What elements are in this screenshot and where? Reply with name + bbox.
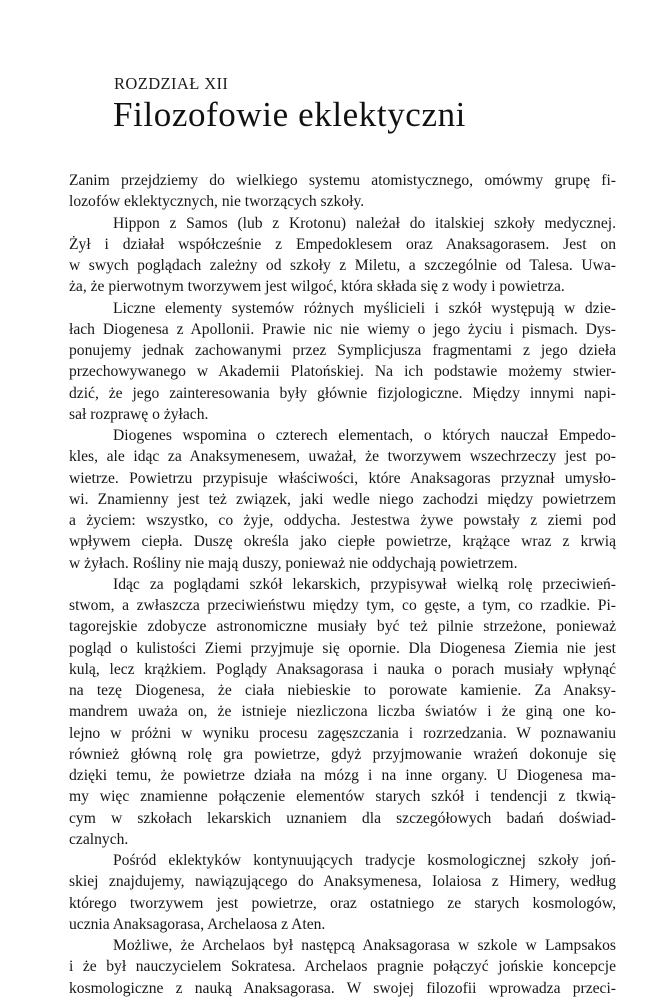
text-line: Idąc za poglądami szkół lekarskich, przypisywał wielką rolę przeciwień-	[113, 575, 616, 593]
text-line: Liczne elementy systemów różnych myślicieli i szkół występują w dzie-	[113, 299, 616, 317]
text-line: wpływem ciepła. Duszę określa jako ciepłe powietrze, krążące wraz z krwią	[69, 533, 616, 551]
text-line: przechowywanego w Akademii Platońskiej. Na ich podstawie możemy stwier-	[69, 363, 616, 381]
text-line: tagorejskie zdobycze astronomiczne musiały być też pilnie strzeżone, ponieważ	[69, 618, 616, 636]
text-line: dzięki temu, że powietrze działa na mózg i na inne organy. U Diogenesa ma-	[69, 767, 616, 784]
text-line: a życiem: wszystko, co żyje, oddycha. Jestestwa żywe powstały z ziemi pod	[69, 512, 616, 529]
text-line: na tezę Diogenesa, że ciała niebieskie to porowate kamienie. Za Anaksy-	[69, 682, 616, 699]
chapter-label: ROZDZIAŁ XII	[114, 74, 229, 93]
text-line: ucznia Anaksagorasa, Archelaosa z Aten.	[69, 915, 326, 933]
text-line: dzić, że jego zainteresowania były głównie fizjologiczne. Między innymi napi-	[69, 384, 616, 402]
text-line: lozofów eklektycznych, nie tworzących szkoły.	[69, 193, 365, 211]
text-line: w swych poglądach zależny od szkoły z Miletu, a szczególnie od Talesa. Uwa-	[69, 257, 616, 274]
text-line: ża, że pierwotnym tworzywem jest wilgoć, która składa się z wody i powietrza.	[69, 278, 565, 296]
text-line: kosmologiczne z nauką Anaksagorasa. W swojej filozofii wprowadza przeci-	[69, 979, 616, 997]
text-line: skiej znajdujemy, nawiązującego do Anaksymenesa, Iolaiosa z Himery, według	[69, 873, 616, 891]
text-line: stwom, a zwłaszcza przeciwieństwu między tym, co gęste, a tym, co rzadkie. Pi-	[69, 597, 616, 614]
text-line: wi. Znamienny jest też związek, jaki wedle niego zachodzi między powietrzem	[69, 490, 616, 508]
text-line: my więc znamienne połączenie elementów starych szkół i tendencji z tkwią-	[69, 788, 616, 806]
text-line: również główną rolę gra powietrze, gdyż przyjmowanie wrażeń dokonuje się	[69, 745, 616, 763]
text-line: Zanim przejdziemy do wielkiego systemu atomistycznego, omówmy grupę fi-	[69, 172, 616, 189]
text-line: czalnych.	[69, 830, 129, 848]
text-line: ponujemy jednak zachowanymi przez Symplicjusza fragmentami z jego dzieła	[69, 342, 616, 359]
text-line: pogląd o kulistości Ziemi przyjmuje się opornie. Dla Diogenesa Ziemia nie jest	[69, 639, 616, 657]
text-line: wietrze. Powietrzu przypisuje właściwości, które Anaksagoras przyznał umysło-	[69, 469, 616, 487]
text-line: kulą, lecz krążkiem. Poglądy Anaksagorasa i nauka o porach musiały wpłynąć	[69, 660, 616, 678]
body-text	[69, 170, 616, 999]
text-line: i że był nauczycielem Sokratesa. Archelaos pragnie połączyć jońskie koncepcje	[69, 958, 616, 976]
text-line: sał rozprawę o żyłach.	[69, 405, 209, 423]
text-line: mandrem uważa on, że istnieje niezliczona liczba światów i że giną one ko-	[69, 703, 616, 721]
text-line: Diogenes wspomina o czterech elementach, o których nauczał Empedo-	[113, 427, 616, 444]
text-line: cym w szkołach lekarskich uznaniem dla szczegółowych badań doświad-	[69, 809, 616, 827]
text-line: Pośród eklektyków kontynuujących tradycje kosmologicznej szkoły joń-	[113, 852, 616, 869]
text-line: którego tworzywem jest powietrze, oraz ostatniego ze starych kosmologów,	[69, 894, 616, 912]
text-line: Hippon z Samos (lub z Krotonu) należał do italskiej szkoły medycznej.	[113, 214, 616, 232]
text-line: łach Diogenesa z Apollonii. Prawie nic nie wiemy o jego życiu i pismach. Dys-	[69, 320, 616, 338]
text-line: kles, ale idąc za Anaksymenesem, uważał, że tworzywem wszechrzeczy jest po-	[69, 448, 616, 466]
text-line: Możliwe, że Archelaos był następcą Anaksagorasa w szkole w Lampsakos	[113, 937, 616, 954]
text-line: w żyłach. Rośliny nie mają duszy, ponieważ nie oddychają powietrzem.	[69, 554, 518, 572]
text-line: Żył i działał współcześnie z Empedoklesem oraz Anaksagorasem. Jest on	[69, 235, 616, 253]
chapter-title: Filozofowie eklektyczni	[113, 95, 466, 134]
text-line: lejno w próżni w wyniku procesu zagęszczania i rozrzedzania. W poznawaniu	[69, 724, 616, 742]
